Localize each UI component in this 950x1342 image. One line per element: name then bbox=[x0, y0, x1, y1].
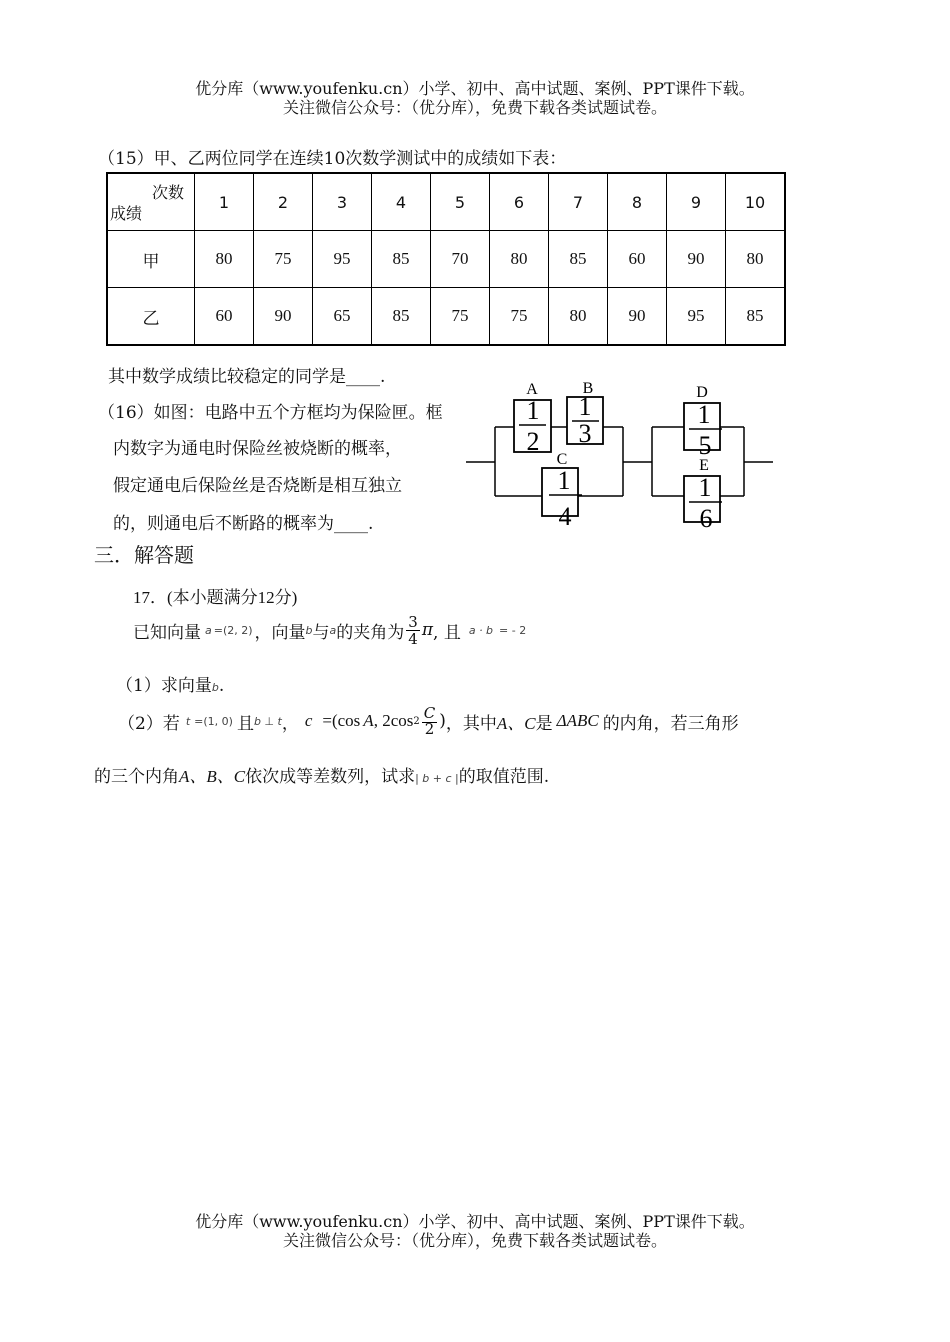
table-cell: 85 bbox=[726, 288, 786, 346]
corner-label-times: 次数 bbox=[151, 183, 184, 202]
table-cell: 80 bbox=[726, 231, 786, 288]
fuse-C bbox=[542, 451, 582, 531]
section-title: 三．解答题 bbox=[94, 543, 194, 567]
column-header: 5 bbox=[431, 173, 490, 231]
row-label: 甲 bbox=[107, 231, 195, 288]
fuse-numerator: 1 bbox=[557, 466, 571, 495]
angle-fraction bbox=[406, 614, 420, 647]
q17-part2 bbox=[118, 698, 739, 744]
fuse-label: C bbox=[556, 451, 568, 468]
q17-text: （1）求向量 bbox=[116, 676, 212, 696]
corner-label-score: 成绩 bbox=[110, 204, 143, 223]
table-header-row bbox=[107, 173, 785, 231]
table-cell: 85 bbox=[549, 231, 608, 288]
c-half-fraction bbox=[422, 705, 437, 737]
page-footer-line1: 优分库（www.youfenku.cn）小学、初中、高中试题、案例、PPT课件下载。 bbox=[195, 1212, 755, 1231]
q15-text: （15）甲、乙两位同学在连续10次数学测试中的成绩如下表： bbox=[98, 149, 567, 169]
square-exponent: 2 bbox=[413, 715, 420, 727]
q16-line2: 内数字为通电时保险丝被烧断的概率， bbox=[113, 439, 402, 459]
vector-c: c bbox=[304, 711, 313, 730]
row-label: 乙 bbox=[107, 288, 195, 346]
perpendicular-expr: b ⊥ t bbox=[253, 714, 282, 728]
q16-line1: （16）如图：电路中五个方框均为保险匣。框 bbox=[98, 403, 443, 423]
q15-question: 其中数学成绩比较稳定的同学是____. bbox=[108, 367, 386, 387]
q17-part2-line2 bbox=[94, 762, 549, 787]
table-cell: 90 bbox=[667, 231, 726, 288]
q17-text: 的三个内角 bbox=[94, 767, 179, 787]
q16-line4: 的，则通电后不断路的概率为____. bbox=[113, 514, 374, 534]
table-cell: 75 bbox=[490, 288, 549, 346]
fuse-E bbox=[684, 457, 722, 532]
fuse-numerator: 1 bbox=[697, 400, 711, 429]
fuse-denominator: 4 bbox=[558, 502, 572, 531]
fuse-numerator: 1 bbox=[698, 473, 712, 502]
fuse-denominator: 6 bbox=[699, 504, 713, 532]
vector-t-value: =(1, 0) bbox=[194, 714, 233, 728]
vector-a: a bbox=[205, 623, 212, 637]
vector-c-value: , 2cos bbox=[373, 711, 414, 730]
q17-text: 且 bbox=[236, 713, 254, 734]
column-header: 4 bbox=[372, 173, 431, 231]
fraction-numerator: 3 bbox=[408, 612, 418, 631]
fraction-numerator: C bbox=[423, 704, 436, 722]
q17-text: 的内角，若三角形 bbox=[602, 713, 739, 734]
page-footer-line2: 关注微信公众号：（优分库），免费下载各类试题试卷。 bbox=[282, 1231, 667, 1250]
fuse-numerator: 1 bbox=[578, 392, 592, 421]
table-row bbox=[107, 231, 785, 288]
q17-text: 依次成等差数列，试求 bbox=[245, 767, 416, 787]
q17-given-line bbox=[133, 608, 526, 652]
q17-text: ，其中 bbox=[445, 713, 497, 734]
q17-text: ，向量 bbox=[254, 622, 306, 643]
angle-A: A bbox=[363, 711, 374, 730]
q17-text: 已知向量 bbox=[133, 622, 201, 643]
page-header-line2: 关注微信公众号：（优分库），免费下载各类试题试卷。 bbox=[282, 98, 667, 117]
column-header: 9 bbox=[667, 173, 726, 231]
fuse-label: A bbox=[526, 381, 538, 398]
table-corner-cell bbox=[107, 173, 195, 231]
table-cell: 95 bbox=[667, 288, 726, 346]
q16-line3: 假定通电后保险丝是否烧断是相互独立 bbox=[113, 476, 402, 496]
triangle-ABC: ΔABC bbox=[556, 711, 599, 730]
fuse-label: E bbox=[699, 457, 709, 474]
table-row bbox=[107, 288, 785, 346]
column-header: 8 bbox=[608, 173, 667, 231]
vector-a-value: =(2, 2) bbox=[213, 623, 253, 637]
q17-text: , 且 bbox=[433, 622, 461, 643]
q17-part1 bbox=[116, 671, 224, 696]
column-header: 2 bbox=[254, 173, 313, 231]
table-cell: 90 bbox=[254, 288, 313, 346]
table-cell: 85 bbox=[372, 231, 431, 288]
q17-text: 是 bbox=[535, 713, 553, 734]
abs-expression: | b + c | bbox=[415, 772, 459, 785]
q17-text: . bbox=[218, 676, 225, 696]
column-header: 10 bbox=[726, 173, 786, 231]
page-header-line1: 优分库（www.youfenku.cn）小学、初中、高中试题、案例、PPT课件下载。 bbox=[195, 79, 755, 98]
fraction-denominator: 4 bbox=[408, 629, 418, 648]
fuse-denominator: 3 bbox=[578, 419, 592, 448]
column-header: 6 bbox=[490, 173, 549, 231]
table-cell: 60 bbox=[195, 288, 254, 346]
scores-table bbox=[106, 172, 786, 346]
vector-c-value: ) bbox=[439, 711, 446, 731]
fuse-denominator: 5 bbox=[698, 431, 712, 460]
table-cell: 75 bbox=[254, 231, 313, 288]
table-cell: 75 bbox=[431, 288, 490, 346]
vector-t: t bbox=[185, 714, 191, 728]
circuit-diagram bbox=[460, 372, 780, 532]
column-header: 7 bbox=[549, 173, 608, 231]
fuse-numerator: 1 bbox=[526, 396, 540, 425]
table-cell: 95 bbox=[313, 231, 372, 288]
column-header: 1 bbox=[195, 173, 254, 231]
vector-b: b bbox=[211, 681, 219, 694]
dot-product-value: = - 2 bbox=[499, 623, 527, 637]
table-cell: 60 bbox=[608, 231, 667, 288]
vector-a: a bbox=[329, 623, 337, 637]
q17-text: 的夹角为 bbox=[336, 622, 405, 643]
dot-product: a · b bbox=[468, 623, 494, 637]
table-cell: 85 bbox=[372, 288, 431, 346]
fuse-A bbox=[514, 381, 551, 456]
q17-text: （2）若 bbox=[118, 713, 180, 734]
fraction-denominator: 2 bbox=[424, 720, 435, 738]
vector-c-value: =(cos bbox=[322, 711, 361, 730]
table-cell: 90 bbox=[608, 288, 667, 346]
q17-text: 与 bbox=[312, 622, 330, 643]
fuse-label: B bbox=[582, 380, 594, 397]
fuse-B bbox=[567, 380, 603, 448]
table-cell: 70 bbox=[431, 231, 490, 288]
fuse-D bbox=[684, 384, 722, 460]
table-cell: 65 bbox=[313, 288, 372, 346]
table-cell: 80 bbox=[195, 231, 254, 288]
angles-AC: A、C bbox=[496, 713, 536, 733]
pi-symbol: π bbox=[421, 620, 434, 640]
table-cell: 80 bbox=[490, 231, 549, 288]
q17-title: 17．(本小题满分12分) bbox=[133, 588, 298, 607]
vector-b: b bbox=[305, 623, 313, 637]
fuse-label: D bbox=[696, 384, 708, 401]
column-header: 3 bbox=[313, 173, 372, 231]
q17-text: ， bbox=[281, 713, 299, 734]
angles-ABC: A、B、C bbox=[179, 767, 246, 786]
fuse-denominator: 2 bbox=[526, 427, 540, 456]
table-cell: 80 bbox=[549, 288, 608, 346]
q17-text: 的取值范围. bbox=[458, 767, 550, 787]
